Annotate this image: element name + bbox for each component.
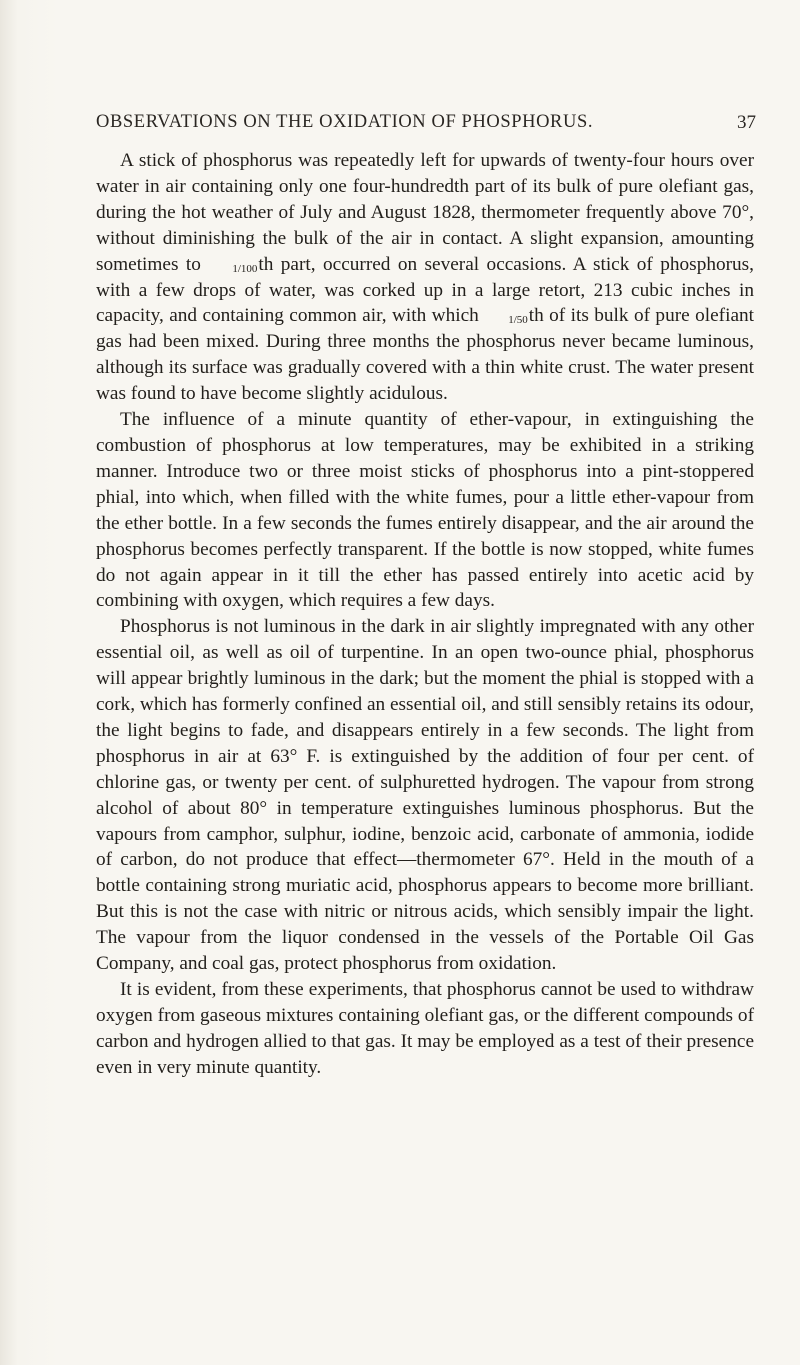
page-number: 37 — [737, 112, 756, 133]
paragraph-4: It is evident, from these experiments, that phosphorus cannot be used to withdraw oxygen from gaseous mixtures containing olefiant gas, or the different compounds of carbon and hydrogen allied to that gas. It may be employed as a test of their presence even in very minute quantity. — [96, 979, 754, 1078]
body-text — [96, 148, 754, 1081]
paragraph-1-text-c: th of its bulk of pure olefiant gas had been mixed. During three months the phosphorus never became luminous, although its surface was gradually covered with a thin white crust. The water present was found to have become slightly acidulous. — [96, 305, 754, 405]
page-header — [96, 112, 756, 136]
fraction-one-hundredth: 1/100 — [232, 262, 258, 275]
paragraph-1 — [96, 148, 754, 407]
paragraph-3: Phosphorus is not luminous in the dark in air slightly impregnated with any other essential oil, as well as oil of turpentine. In an open two-ounce phial, phosphorus will appear brightly luminous in the dark; but the moment the phial is stopped with a cork, which has formerly confined an essential oil, and still sensibly retains its odour, the light begins to fade, and disappears entirely in a few seconds. The light from phosphorus in air at 63° F. is extinguished by the addition of four per cent. of chlorine gas, or twenty per cent. of sulphuretted hydrogen. The vapour from strong alcohol of about 80° in temperature extinguishes luminous phosphorus. But the vapours from camphor, sulphur, iodine, benzoic acid, carbonate of ammonia, iodide of carbon, do not produce that effect—thermometer 67°. Held in the mouth of a bottle containing strong muriatic acid, phosphorus appears to become more brilliant. But this is not the case with nitric or nitrous acids, which sensibly impair the light. The vapour from the liquor condensed in the vessels of the Portable Oil Gas Company, and coal gas, protect phosphorus from oxidation. — [96, 616, 754, 975]
paragraph-1-text-b: th part, occurred on several occasions. A stick of phosphorus, with a few drops of water, was corked up in a large retort, 213 cubic inches in capacity, and containing common air, with which — [96, 253, 754, 327]
paragraph-2: The influence of a minute quantity of ether-vapour, in extinguishing the combustion of phosphorus at low temperatures, may be exhibited in a striking manner. Introduce two or three moist sticks of phosphorus into a pint-stoppered phial, into which, when filled with the white fumes, pour a little ether-vapour from the ether bottle. In a few seconds the fumes entirely disappear, and the air around the phosphorus becomes perfectly transparent. If the bottle is now stopped, white fumes do not again appear in it till the ether has passed entirely into acetic acid by combining with oxygen, which requires a few days. — [96, 409, 754, 612]
running-title: OBSERVATIONS ON THE OXIDATION OF PHOSPHORUS. — [96, 112, 594, 132]
paragraph-1-text-a: A stick of phosphorus was repeatedly left for upwards of twenty-four hours over water in air containing only one four-hundredth part of its bulk of pure olefiant gas, during the hot weather of July and August 1828, thermometer frequently above 70°, without diminishing the bulk of the air in contact. A slight expansion, amounting sometimes to — [96, 150, 754, 275]
fraction-one-fiftieth: 1/50 — [508, 314, 528, 327]
